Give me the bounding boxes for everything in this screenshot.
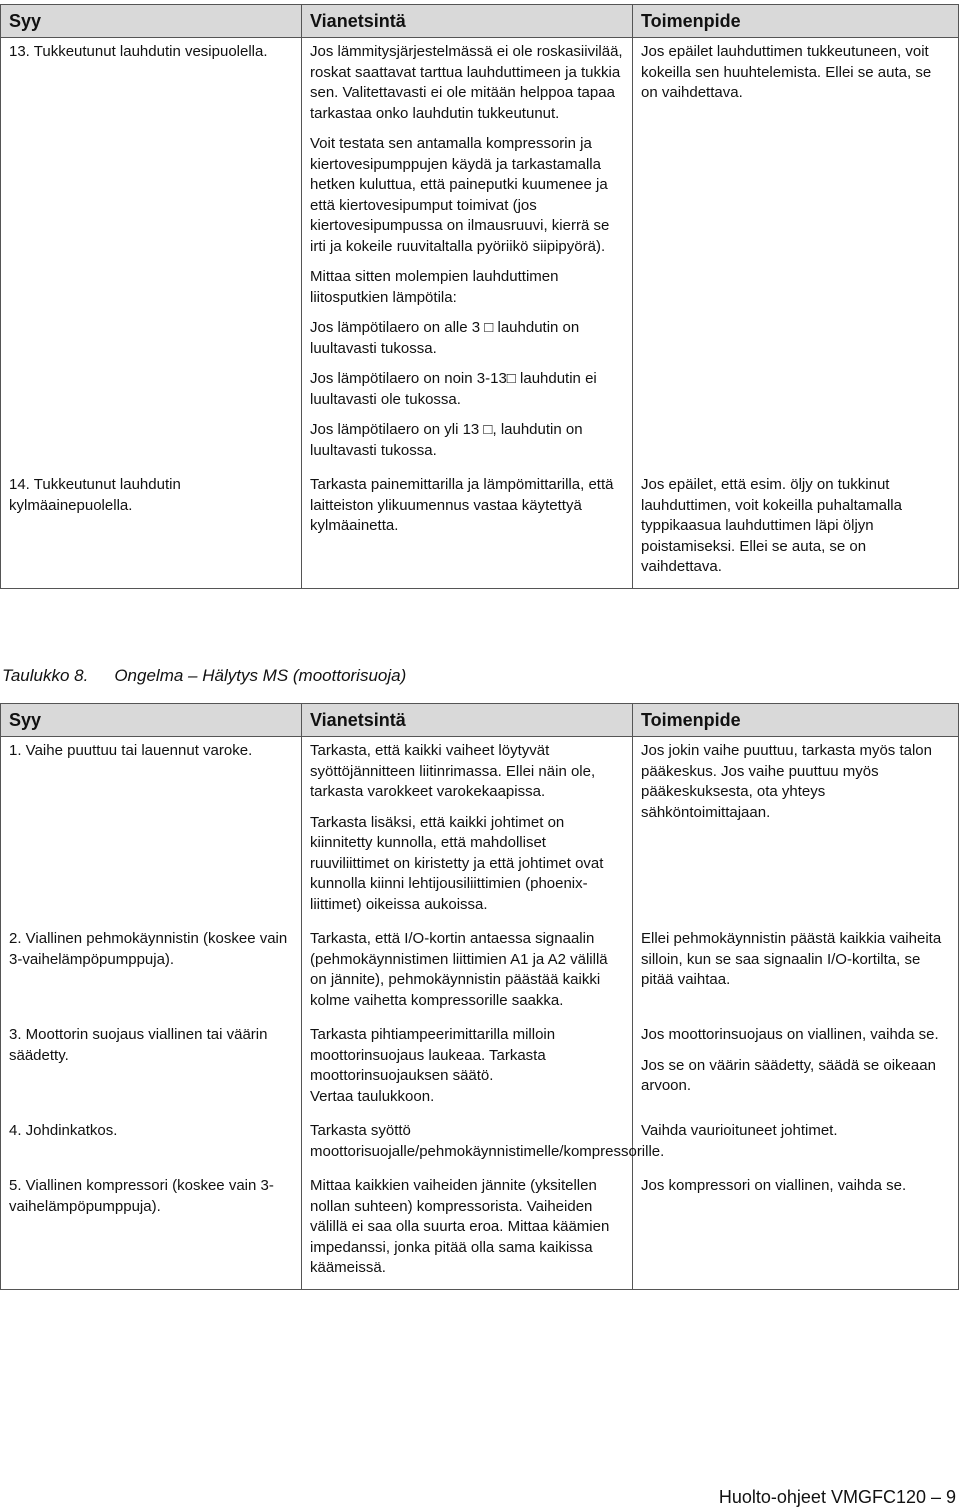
cell-paragraph: Mittaa sitten molempien lauhduttimen liitosputkien lämpötila:: [310, 268, 559, 306]
table-row: [1, 1172, 959, 1289]
table-row: [1, 1021, 959, 1117]
cell-toimenpide: [633, 925, 959, 1021]
cell-syy: 13. Tukkeutunut lauhdutin vesipuolella.: [1, 38, 302, 472]
troubleshooting-table-continued: [0, 4, 959, 589]
caption-title: Ongelma – Hälytys MS (moottorisuoja): [114, 666, 407, 685]
cell-syy: 14. Tukkeutunut lauhdutin kylmäainepuolella.: [1, 471, 302, 588]
table-8: [0, 703, 959, 1290]
page-footer: Huolto-ohjeet VMGFC120 – 9: [718, 1486, 956, 1507]
header-vianetsinta: Vianetsintä: [302, 5, 633, 38]
cell-vianetsinta: [302, 1172, 633, 1289]
cell-toimenpide: [633, 737, 959, 926]
cell-toimenpide: [633, 1172, 959, 1289]
table-row: [1, 471, 959, 588]
cell-paragraph: Tarkasta painemittarilla ja lämpömittarilla, että laitteiston ylikuumennus vastaa käytettyä kylmäainetta.: [310, 476, 614, 534]
cell-paragraph: Tarkasta lisäksi, että kaikki johtimet on kiinnitetty kunnolla, että mahdolliset ruuviliittimet on kiristetty ja että johtimet ovat kunnolla kiinni lehtijousiliittimien (phoenix-liittimet) oikeissa aukoissa.: [310, 813, 604, 913]
header-vianetsinta: Vianetsintä: [302, 704, 633, 737]
cell-syy: 1. Vaihe puuttuu tai lauennut varoke.: [1, 737, 302, 926]
cell-vianetsinta: [302, 925, 633, 1021]
cell-syy: 4. Johdinkatkos.: [1, 1117, 302, 1172]
table-caption: [2, 666, 406, 687]
header-toimenpide: Toimenpide: [633, 704, 959, 737]
cell-vianetsinta: [302, 1117, 665, 1172]
cell-paragraph: Tarkasta pihtiampeerimittarilla milloin moottorinsuojaus laukeaa. Tarkasta moottorinsuojauksen säätö. Vertaa taulukkoon.: [310, 1026, 556, 1105]
cell-paragraph: Tarkasta, että kaikki vaiheet löytyvät syöttöjännitteen liitinrimassa. Ellei näin ole, tarkasta varokkeet varokekaapissa.: [310, 742, 596, 800]
table-row: [1, 1117, 959, 1172]
cell-paragraph: Jos lämmitysjärjestelmässä ei ole roskasiivilää, roskat saattavat tarttua lauhduttimeen ja tukkia sen. Valitettavasti ei ole mitään helppoa tapaa tarkastaa onko lauhdutin tukkeutunut.: [310, 43, 623, 122]
cell-paragraph: Vaihda vaurioituneet johtimet.: [641, 1122, 838, 1139]
cell-paragraph: Tarkasta syöttö moottorisuojalle/pehmokäynnistimelle/kompressorille.: [310, 1122, 665, 1160]
table-row: [1, 737, 959, 926]
caption-label: Taulukko 8.: [2, 666, 89, 685]
cell-toimenpide: [633, 1021, 959, 1117]
cell-paragraph: Mittaa kaikkien vaiheiden jännite (yksitellen nollan suhteen) kompressorista. Vaiheiden välillä ei saa olla suurta eroa. Mittaa käämien impedanssi, jonka pitää olla sama kaikissa käämeissä.: [310, 1177, 610, 1276]
header-syy: Syy: [1, 704, 302, 737]
cell-vianetsinta: [302, 38, 633, 472]
cell-paragraph: Jos se on väärin säädetty, säädä se oikeaan arvoon.: [641, 1056, 936, 1094]
cell-toimenpide: [633, 471, 959, 588]
cell-vianetsinta: [302, 1021, 633, 1117]
cell-vianetsinta: [302, 471, 633, 588]
cell-paragraph: Jos epäilet, että esim. öljy on tukkinut lauhduttimen, voit kokeilla puhaltamalla typpikaasua lauhduttimen läpi öljyn poistamiseksi. Ellei se auta, se on vaihdettava.: [641, 476, 902, 575]
table-body: [1, 38, 959, 589]
cell-paragraph: Jos lämpötilaero on noin 3-13□ lauhdutin ei luultavasti ole tukossa.: [310, 370, 597, 408]
cell-paragraph: Jos kompressori on viallinen, vaihda se.: [641, 1177, 907, 1194]
table-row: [1, 38, 959, 472]
table-row: [1, 925, 959, 1021]
cell-syy: 3. Moottorin suojaus viallinen tai väärin säädetty.: [1, 1021, 302, 1117]
header-syy: Syy: [1, 5, 302, 38]
cell-toimenpide: [633, 1117, 959, 1172]
header-toimenpide: Toimenpide: [633, 5, 959, 38]
cell-vianetsinta: [302, 737, 633, 926]
cell-toimenpide: [633, 38, 959, 472]
header-row: [1, 5, 959, 38]
header-row: [1, 704, 959, 737]
cell-paragraph: Jos jokin vaihe puuttuu, tarkasta myös talon pääkeskus. Jos vaihe puuttuu myös pääkeskuksesta, ota yhteys sähköntoimittajaan.: [641, 742, 932, 821]
table-body: [1, 737, 959, 1290]
cell-paragraph: Jos moottorinsuojaus on viallinen, vaihda se.: [641, 1026, 939, 1043]
cell-paragraph: Voit testata sen antamalla kompressorin ja kiertovesipumppujen käydä ja tarkastamalla hetken kuluttua, että paineputki kuumenee ja että kiertovesipumput toimivat (jos kiertovesipumpussa on ilmausruuvi, kierrä se irti ja kokeile ruuvitaltalla pyöriikö siipipyörä).: [310, 135, 610, 255]
cell-paragraph: Ellei pehmokäynnistin päästä kaikkia vaiheita silloin, kun se saa signaalin I/O-kortilta, se pitää vaihtaa.: [641, 930, 942, 988]
cell-paragraph: Jos lämpötilaero on alle 3 □ lauhdutin on luultavasti tukossa.: [310, 319, 580, 357]
cell-paragraph: Tarkasta, että I/O-kortin antaessa signaalin (pehmokäynnistimen liittimien A1 ja A2 välillä on jännite), pehmokäynnistin päästää kaikki kolme vaihetta kompressorille saakka.: [310, 930, 608, 1009]
cell-paragraph: Jos lämpötilaero on yli 13 □, lauhdutin on luultavasti tukossa.: [310, 421, 583, 459]
cell-syy: 5. Viallinen kompressori (koskee vain 3-vaihelämpöpumppuja).: [1, 1172, 302, 1289]
cell-syy: 2. Viallinen pehmokäynnistin (koskee vain 3-vaihelämpöpumppuja).: [1, 925, 302, 1021]
cell-paragraph: Jos epäilet lauhduttimen tukkeutuneen, voit kokeilla sen huuhtelemista. Ellei se auta, se on vaihdettava.: [641, 43, 932, 101]
